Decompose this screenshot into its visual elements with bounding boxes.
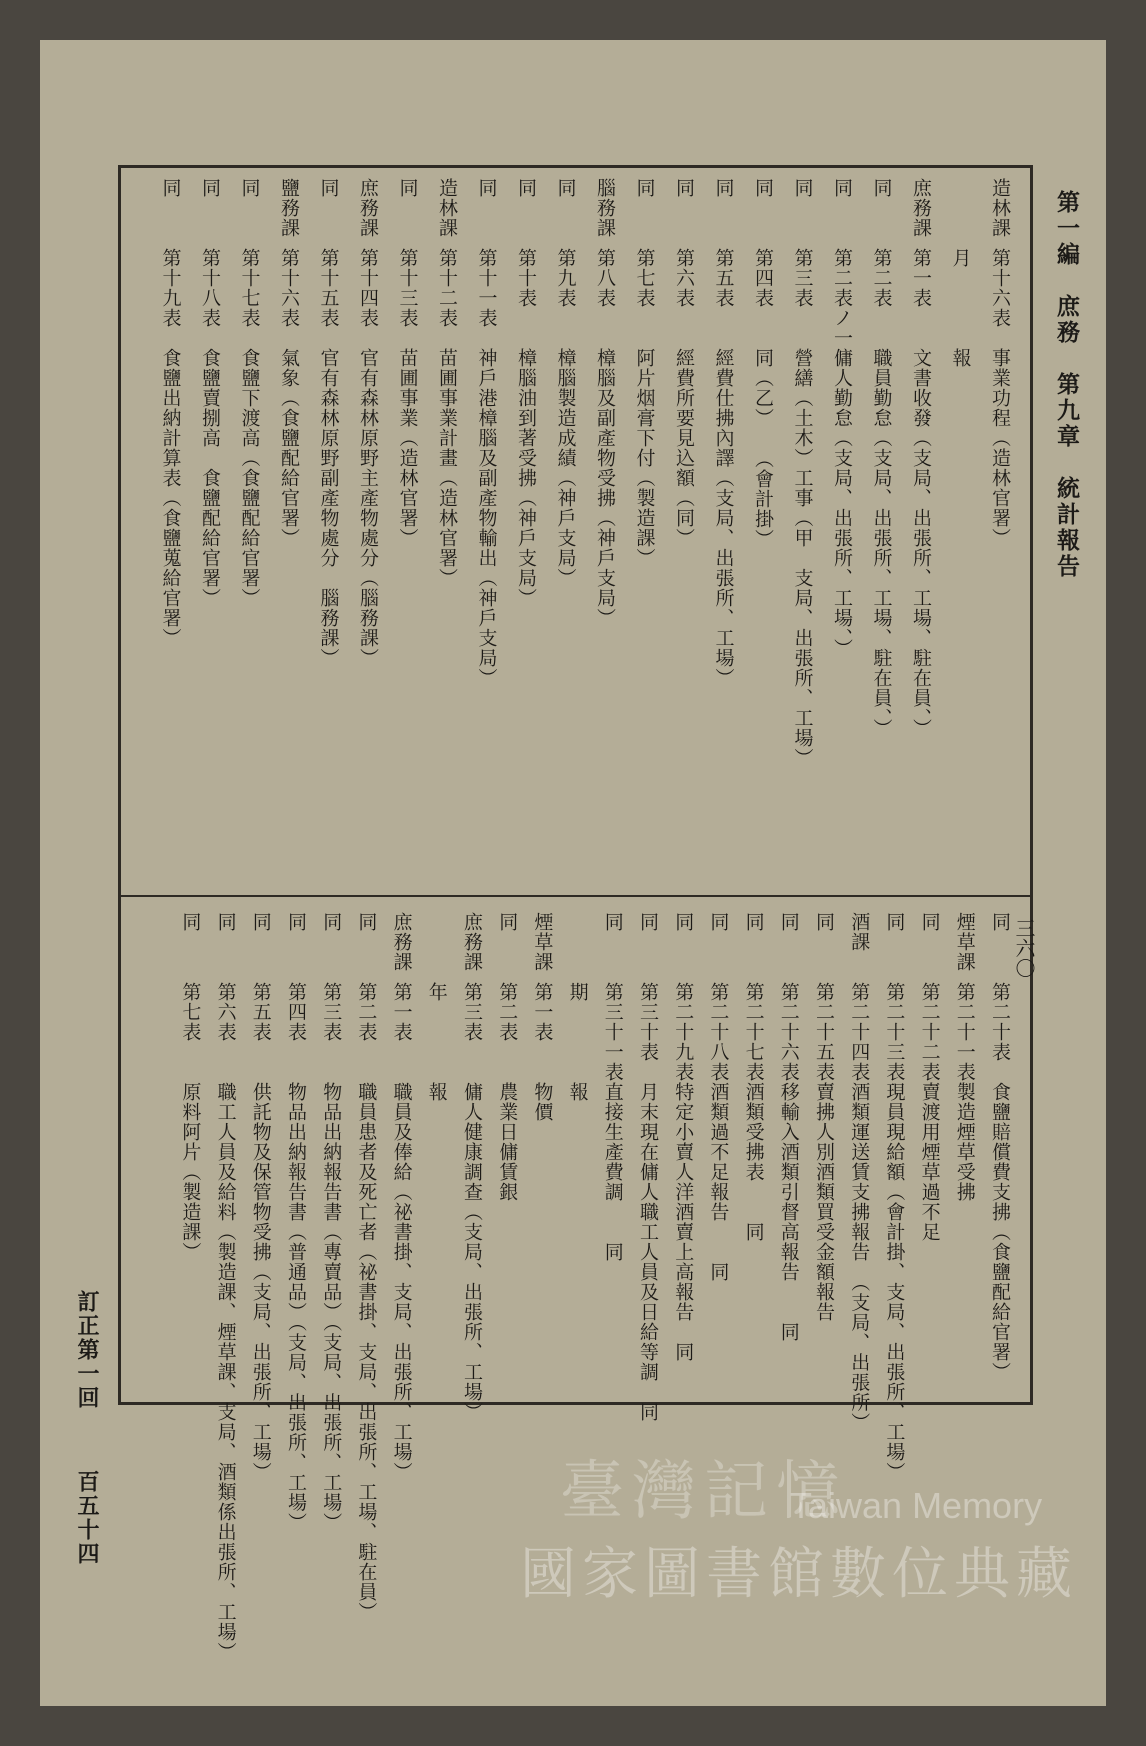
row-dept: 同 xyxy=(707,912,730,932)
row-desc: 報 xyxy=(425,1082,448,1102)
row-desc: 苗圃事業計畫（造林官署） xyxy=(436,348,458,588)
row-table-no: 第二十三表 xyxy=(883,982,906,1082)
row-table-no: 年 xyxy=(425,982,448,1002)
row-dept: 同 xyxy=(633,178,656,198)
row-table-no: 第二表 xyxy=(870,248,893,308)
row-table-no: 第二十一表 xyxy=(953,982,976,1082)
row-desc: 直接生產費調 同 xyxy=(601,1082,624,1262)
row-table-no: 第七表 xyxy=(633,248,656,308)
row-table-no: 第五表 xyxy=(712,248,735,308)
row-table-no: 第六表 xyxy=(673,248,695,308)
row-dept: 同 xyxy=(989,912,1011,932)
row-desc: 特定小賣人洋酒賣上高報告 同 xyxy=(672,1082,695,1362)
row-dept: 同 xyxy=(742,912,765,932)
row-dept: 同 xyxy=(712,178,735,198)
row-dept: 同 xyxy=(673,178,695,198)
row-table-no: 第三十表 xyxy=(637,982,659,1062)
row-desc: 經費所要見込額（同） xyxy=(673,348,695,548)
row-desc: 文書收發（支局、出張所、工場、駐在員、） xyxy=(910,348,932,739)
row-table-no: 第十九表 xyxy=(159,248,182,328)
row-dept: 庶務課 xyxy=(357,178,379,238)
row-desc: 同（乙） （會計掛） xyxy=(752,348,774,549)
row-dept: 同 xyxy=(496,912,519,932)
row-desc: 物價 xyxy=(531,1082,554,1122)
row-desc: 製造煙草受拂 xyxy=(953,1082,976,1202)
row-table-no: 第四表 xyxy=(752,248,774,308)
row-desc: 氣象（食鹽配給官署） xyxy=(278,348,300,548)
row-dept: 煙草課 xyxy=(953,912,976,972)
row-table-no: 第十八表 xyxy=(199,248,221,328)
row-dept: 同 xyxy=(918,912,941,932)
row-desc: 賣渡用煙草過不足 xyxy=(918,1082,941,1242)
row-desc: 職員患者及死亡者（祕書掛、支局、出張所、工場、駐在員） xyxy=(355,1082,378,1622)
watermark-script: 臺灣記憶 xyxy=(560,1455,848,1529)
row-dept: 同 xyxy=(870,178,893,198)
row-table-no: 第九表 xyxy=(554,248,577,308)
row-desc: 物品出納報告書（普通品）（支局、出張所、工場） xyxy=(285,1082,307,1533)
row-desc: 食鹽下渡高（食鹽配給官署） xyxy=(238,348,261,608)
section-divider xyxy=(118,895,1033,897)
row-dept: 同 xyxy=(249,912,272,932)
row-table-no: 第二十四表 xyxy=(848,982,871,1082)
row-desc: 酒類運送賃支拂報告 （支局、出張所） xyxy=(848,1082,871,1433)
row-dept: 造林課 xyxy=(436,178,458,238)
row-table-no: 第二十表 xyxy=(989,982,1011,1062)
footer-revision: 訂正第一回 xyxy=(74,1290,100,1410)
row-desc: 傭人健康調查（支局、出張所、工場） xyxy=(461,1082,483,1422)
row-table-no: 第一表 xyxy=(390,982,413,1042)
row-desc: 酒類過不足報告 同 xyxy=(707,1082,730,1282)
row-table-no: 月 xyxy=(949,248,972,268)
row-desc: 賣拂人別酒類買受金額報告 xyxy=(813,1082,835,1322)
row-desc: 物品出納報告書（專賣品）（支局、出張所、工場） xyxy=(320,1082,343,1533)
row-dept: 庶務課 xyxy=(461,912,483,972)
row-desc: 樟腦製造成績（神戶支局） xyxy=(554,348,577,588)
row-dept: 同 xyxy=(214,912,237,932)
row-dept: 鹽務課 xyxy=(278,178,300,238)
row-dept: 煙草課 xyxy=(531,912,554,972)
row-table-no: 第十一表 xyxy=(475,248,498,328)
row-dept: 同 xyxy=(813,912,835,932)
row-table-no: 第十三表 xyxy=(396,248,419,328)
row-dept: 同 xyxy=(601,912,624,932)
row-desc: 官有森林原野主產物處分（腦務課） xyxy=(357,348,379,668)
row-desc: 農業日傭賃銀 xyxy=(496,1082,519,1202)
row-table-no: 第二十九表 xyxy=(672,982,695,1082)
footer-page: 百五十四 xyxy=(74,1470,100,1566)
row-dept: 同 xyxy=(637,912,659,932)
row-dept: 同 xyxy=(159,178,182,198)
row-dept: 同 xyxy=(554,178,577,198)
row-table-no: 第二十五表 xyxy=(813,982,835,1082)
row-table-no: 第六表 xyxy=(214,982,237,1042)
row-dept: 同 xyxy=(355,912,378,932)
row-desc: 供託物及保管物受拂（支局、出張所、工場） xyxy=(249,1082,272,1482)
row-table-no: 第十二表 xyxy=(436,248,458,328)
row-dept: 同 xyxy=(672,912,695,932)
row-dept: 同 xyxy=(320,912,343,932)
row-desc: 傭人勤怠（支局、出張所、工場、） xyxy=(831,348,853,659)
row-table-no: 第十七表 xyxy=(238,248,261,328)
page-header: 第一編 庶務 第九章 統計報告 xyxy=(1053,190,1080,580)
row-table-no: 第二十八表 xyxy=(707,982,730,1082)
watermark-latin: Taiwan Memory xyxy=(790,1485,1043,1526)
row-desc: 原料阿片（製造課） xyxy=(179,1082,202,1262)
row-desc: 職員勤怠（支局、出張所、工場、駐在員、） xyxy=(870,348,893,739)
row-desc: 職工人員及給料（製造課、煙草課、支局、酒類係出張所、工場） xyxy=(214,1082,237,1662)
row-dept: 同 xyxy=(752,178,774,198)
row-table-no: 第二十六表 xyxy=(777,982,800,1082)
page-number: 三六〇 xyxy=(1012,918,1036,978)
row-table-no: 第十表 xyxy=(515,248,537,308)
row-table-no: 第十四表 xyxy=(357,248,379,328)
row-desc: 阿片烟膏下付（製造課） xyxy=(633,348,656,568)
row-table-no: 第七表 xyxy=(179,982,202,1042)
row-desc: 苗圃事業（造林官署） xyxy=(396,348,419,548)
row-dept: 同 xyxy=(199,178,221,198)
row-desc: 官有森林原野副產物處分 腦務課） xyxy=(317,348,340,668)
row-table-no: 第一表 xyxy=(531,982,554,1042)
row-dept: 同 xyxy=(238,178,261,198)
row-dept: 同 xyxy=(831,178,853,198)
row-desc: 食鹽賣捌高 食鹽配給官署） xyxy=(199,348,221,608)
row-desc: 報 xyxy=(566,1082,589,1102)
row-table-no: 第十五表 xyxy=(317,248,340,328)
row-table-no: 第二表ノ一 xyxy=(831,248,853,348)
row-table-no: 第四表 xyxy=(285,982,307,1042)
row-desc: 樟腦油到著受拂（神戶支局） xyxy=(515,348,537,608)
row-table-no: 第二十二表 xyxy=(918,982,941,1082)
row-desc: 食鹽賠償費支拂（食鹽配給官署） xyxy=(989,1082,1011,1382)
row-dept: 同 xyxy=(317,178,340,198)
row-dept: 同 xyxy=(475,178,498,198)
row-desc: 食鹽出納計算表（食鹽蒐給官署） xyxy=(159,348,182,648)
row-dept: 同 xyxy=(179,912,202,932)
row-desc: 月末現在傭人職工人員及日給等調 同 xyxy=(637,1082,659,1422)
row-table-no: 第二表 xyxy=(355,982,378,1042)
row-dept: 造林課 xyxy=(989,178,1011,238)
row-dept: 庶務課 xyxy=(390,912,413,972)
row-dept: 庶務課 xyxy=(910,178,932,238)
row-table-no: 第二表 xyxy=(496,982,519,1042)
row-desc: 事業功程（造林官署） xyxy=(989,348,1011,548)
row-dept: 同 xyxy=(396,178,419,198)
row-dept: 同 xyxy=(285,912,307,932)
row-table-no: 第一表 xyxy=(910,248,932,308)
row-table-no: 第三十一表 xyxy=(601,982,624,1082)
row-desc: 營繕（土木）工事（甲 支局、出張所、工場） xyxy=(791,348,814,768)
row-table-no: 第五表 xyxy=(249,982,272,1042)
row-table-no: 第三表 xyxy=(461,982,483,1042)
row-table-no: 第三表 xyxy=(320,982,343,1042)
row-table-no: 第三表 xyxy=(791,248,814,308)
row-table-no: 第十六表 xyxy=(989,248,1011,328)
row-dept: 腦務課 xyxy=(594,178,616,238)
row-desc: 樟腦及副產物受拂（神戶支局） xyxy=(594,348,616,628)
row-dept: 同 xyxy=(777,912,800,932)
row-dept: 同 xyxy=(791,178,814,198)
row-table-no: 第二十七表 xyxy=(742,982,765,1082)
row-desc: 現員現給額（會計掛、支局、出張所、工場） xyxy=(883,1082,906,1482)
row-table-no: 第十六表 xyxy=(278,248,300,328)
row-dept: 酒課 xyxy=(848,912,871,952)
row-desc: 移輸入酒類引督高報告 同 xyxy=(777,1082,800,1342)
row-desc: 職員及俸給（祕書掛、支局、出張所、工場） xyxy=(390,1082,413,1482)
row-desc: 神戶港樟腦及副產物輸出（神戶支局） xyxy=(475,348,498,688)
row-desc: 報 xyxy=(949,348,972,368)
row-dept: 同 xyxy=(883,912,906,932)
row-desc: 酒類受拂表 同 xyxy=(742,1082,765,1242)
watermark-org: 國家圖書館數位典藏 xyxy=(520,1542,1078,1607)
row-dept: 同 xyxy=(515,178,537,198)
row-table-no: 期 xyxy=(566,982,589,1002)
row-table-no: 第八表 xyxy=(594,248,616,308)
row-desc: 經費仕拂內譯（支局、出張所、工場） xyxy=(712,348,735,688)
